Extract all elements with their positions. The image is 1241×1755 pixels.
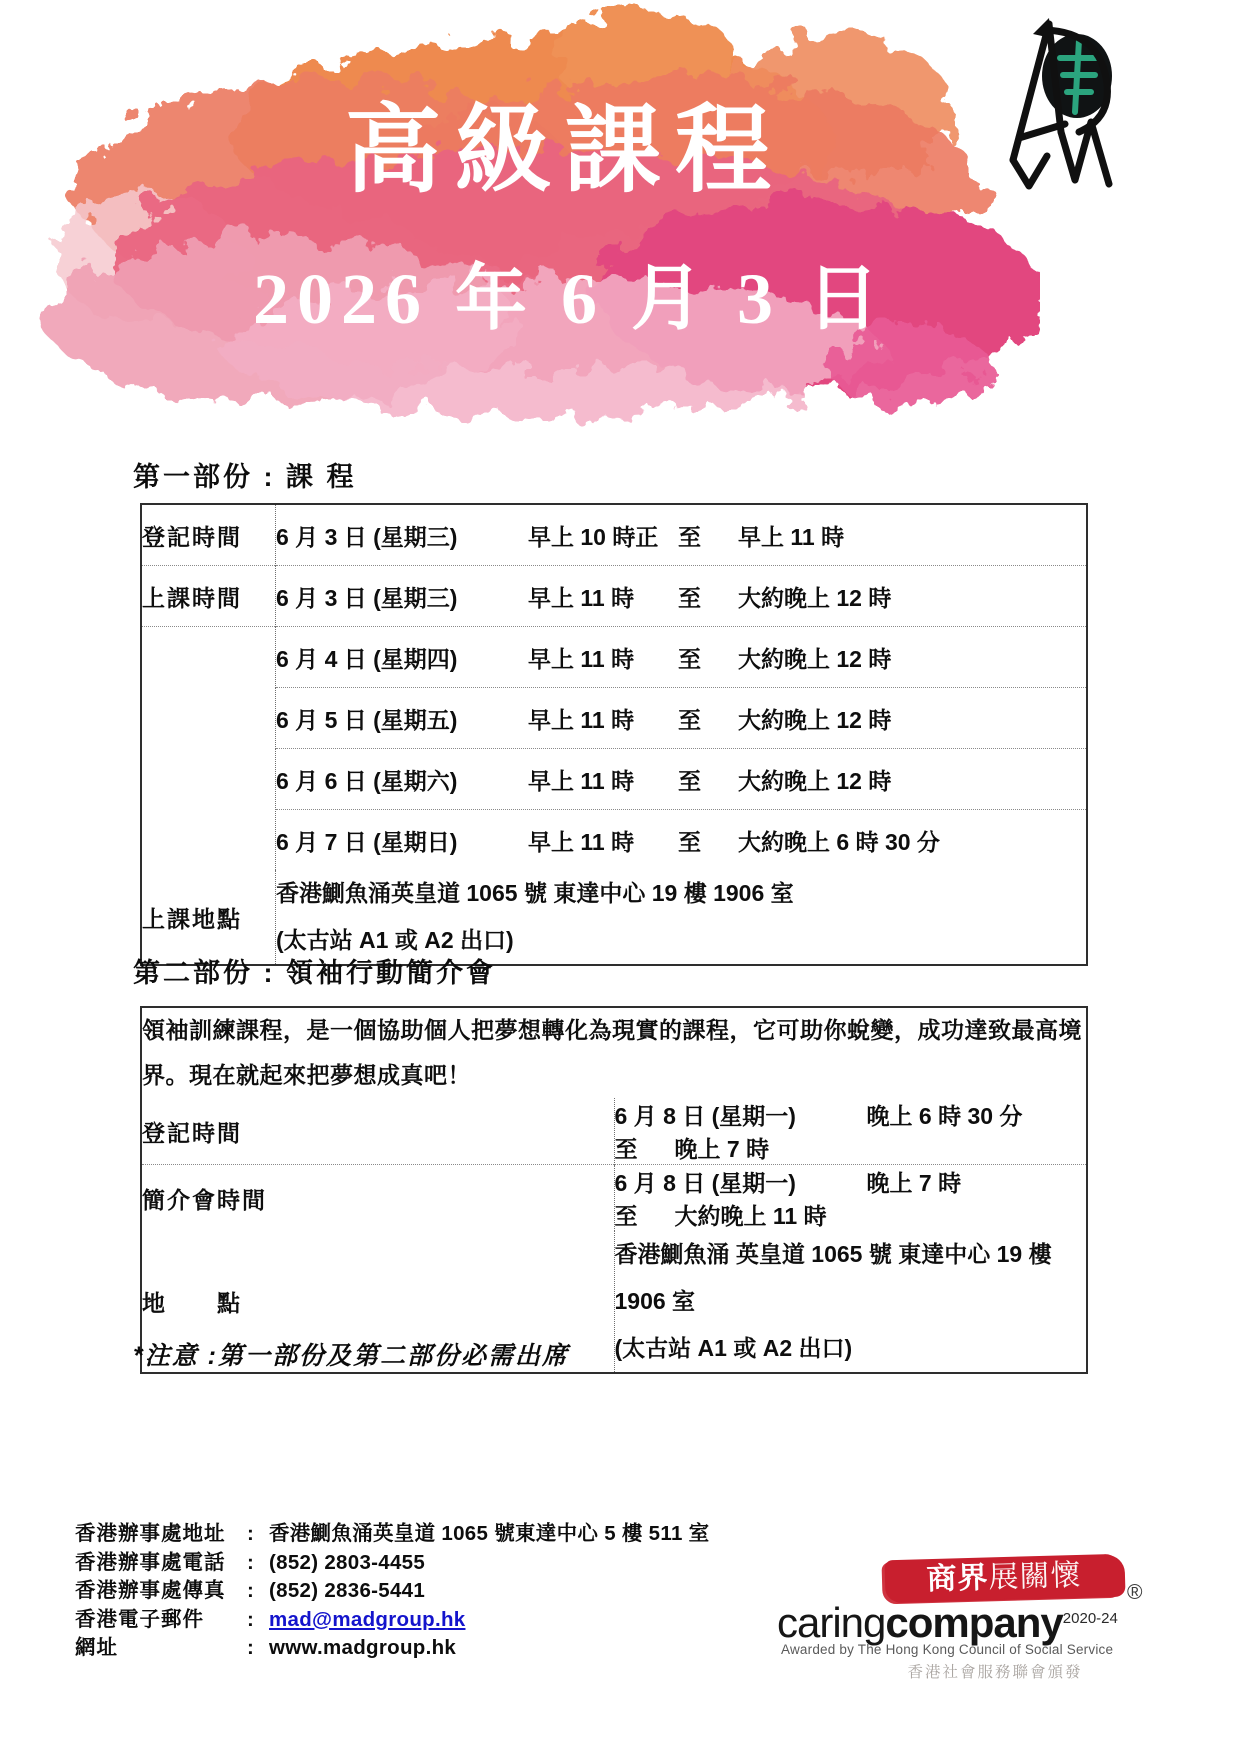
schedule-date: 6 月 4 日 (星期四) bbox=[276, 645, 458, 672]
briefing-schedule-table bbox=[140, 1006, 1088, 1374]
schedule-date: 6 月 8 日 (星期一) bbox=[614, 1170, 796, 1196]
venue-label: 上課地點 bbox=[141, 870, 276, 965]
table-row bbox=[141, 1098, 1087, 1165]
schedule-to: 至 bbox=[678, 706, 701, 733]
schedule-end-time: 大約晚上 6 時 30 分 bbox=[738, 828, 940, 855]
caring-company-logo bbox=[775, 1545, 1165, 1695]
schedule-date: 6 月 6 日 (星期六) bbox=[276, 767, 458, 794]
schedule-start-time: 早上 11 時 bbox=[528, 828, 635, 855]
attendance-note: *注意 :第一部份及第二部份必需出席 bbox=[133, 1342, 570, 1370]
schedule-to: 至 bbox=[678, 645, 701, 672]
schedule-end-time: 早上 11 時 bbox=[738, 523, 845, 550]
row-schedule bbox=[614, 1165, 1087, 1232]
briefing-intro-text: 領袖訓練課程，是一個協助個人把夢想轉化為現實的課程，它可助你蛻變，成功達致最高境界。現在就起來把夢想成真吧！ bbox=[142, 1017, 1082, 1088]
contact-value: (852) 2836-5441 bbox=[269, 1579, 426, 1602]
contact-row bbox=[75, 1634, 709, 1663]
schedule-end-time: 晚上 7 時 bbox=[674, 1136, 770, 1162]
row-label: 上課時間 bbox=[141, 566, 276, 627]
contact-value: www.madgroup.hk bbox=[269, 1636, 457, 1659]
caring-awarded-zh: 香港社會服務聯會頒發 bbox=[907, 1664, 1083, 1681]
row-schedule bbox=[614, 1098, 1087, 1165]
schedule-start-time: 早上 11 時 bbox=[528, 767, 635, 794]
email-link[interactable]: mad@madgroup.hk bbox=[269, 1607, 466, 1631]
contact-colon: : bbox=[247, 1607, 254, 1631]
banner bbox=[0, 0, 1241, 430]
table-row bbox=[141, 749, 1087, 810]
table-row bbox=[141, 688, 1087, 749]
schedule-end-time: 大約晚上 11 時 bbox=[674, 1203, 827, 1229]
schedule-to: 至 bbox=[678, 767, 701, 794]
row-schedule bbox=[276, 749, 1088, 810]
section2-heading: 第二部份 : 領袖行動簡介會 bbox=[133, 958, 496, 988]
contact-colon: : bbox=[247, 1550, 254, 1574]
row-label: 登記時間 bbox=[141, 504, 276, 566]
course-schedule-table bbox=[140, 503, 1088, 966]
venue-address: 香港鰂魚涌 英皇道 1065 號 東達中心 19 樓 1906 室 bbox=[614, 1241, 1052, 1314]
schedule-start-time: 晚上 7 時 bbox=[866, 1170, 962, 1196]
contact-row bbox=[75, 1549, 709, 1578]
caring-word-light: caring bbox=[777, 1599, 886, 1646]
caring-red-brush bbox=[884, 1554, 1123, 1603]
caring-zh-bold: 商界 bbox=[926, 1561, 989, 1597]
schedule-to: 至 bbox=[678, 828, 701, 855]
contact-info-block bbox=[75, 1520, 709, 1663]
adm-logo bbox=[961, 14, 1133, 204]
row-schedule bbox=[276, 504, 1088, 566]
table-row bbox=[141, 566, 1087, 627]
contact-value: 香港鰂魚涌英皇道 1065 號東達中心 5 樓 511 室 bbox=[269, 1522, 710, 1545]
contact-label: 香港辦事處電話 bbox=[75, 1550, 226, 1574]
schedule-start-time: 早上 11 時 bbox=[528, 645, 635, 672]
schedule-to: 至 bbox=[614, 1203, 638, 1229]
contact-row bbox=[75, 1520, 709, 1549]
table-row bbox=[141, 627, 1087, 688]
contact-row bbox=[75, 1577, 709, 1606]
schedule-start-time: 早上 10 時正 bbox=[528, 523, 659, 550]
schedule-end-time: 大約晚上 12 時 bbox=[738, 706, 892, 733]
table-row bbox=[141, 1165, 1087, 1232]
contact-label: 香港辦事處地址 bbox=[75, 1522, 226, 1545]
caring-word-bold: company bbox=[885, 1599, 1063, 1646]
caring-zh-outline: 展關懷 bbox=[988, 1558, 1082, 1595]
registered-trademark-icon: ® bbox=[1127, 1581, 1143, 1604]
caring-awarded-en: Awarded by The Hong Kong Council of Social Service bbox=[781, 1642, 1114, 1657]
contact-label: 香港電子郵件 bbox=[75, 1607, 204, 1631]
venue-label: 地 點 bbox=[141, 1231, 614, 1373]
page-title: 高級課程 bbox=[345, 97, 785, 204]
table-row bbox=[141, 810, 1087, 871]
watercolor-splash bbox=[30, 0, 1040, 430]
course-date: 2026 年 6 月 3 日 bbox=[252, 259, 887, 339]
schedule-start-time: 早上 11 時 bbox=[528, 706, 635, 733]
schedule-date: 6 月 5 日 (星期五) bbox=[276, 706, 458, 733]
schedule-to: 至 bbox=[614, 1136, 638, 1162]
contact-value: (852) 2803-4455 bbox=[269, 1550, 426, 1574]
contact-colon: : bbox=[247, 1579, 254, 1602]
schedule-start-time: 早上 11 時 bbox=[528, 584, 635, 611]
venue-exit: (太古站 A1 或 A2 出口) bbox=[276, 927, 514, 953]
row-label: 簡介會時間 bbox=[141, 1165, 614, 1232]
schedule-to: 至 bbox=[678, 584, 701, 611]
venue-value bbox=[614, 1231, 1087, 1373]
caring-wordmark bbox=[777, 1597, 1118, 1645]
caring-years: 2020-24 bbox=[1062, 1610, 1118, 1627]
table-row bbox=[141, 1007, 1087, 1098]
contact-label: 網址 bbox=[75, 1636, 118, 1659]
row-label-empty bbox=[141, 627, 276, 871]
contact-colon: : bbox=[247, 1636, 254, 1659]
venue-address: 香港鰂魚涌英皇道 1065 號 東達中心 19 樓 1906 室 bbox=[276, 880, 794, 906]
row-schedule bbox=[276, 566, 1088, 627]
row-schedule bbox=[276, 688, 1088, 749]
table-row bbox=[141, 504, 1087, 566]
row-label: 登記時間 bbox=[141, 1098, 614, 1165]
contact-label: 香港辦事處傳真 bbox=[75, 1579, 226, 1602]
schedule-start-time: 晚上 6 時 30 分 bbox=[866, 1103, 1023, 1129]
schedule-date: 6 月 8 日 (星期一) bbox=[614, 1103, 796, 1129]
schedule-end-time: 大約晚上 12 時 bbox=[738, 645, 892, 672]
section1-heading: 第一部份 : 課 程 bbox=[133, 462, 357, 492]
row-schedule bbox=[276, 810, 1088, 871]
schedule-date: 6 月 3 日 (星期三) bbox=[276, 523, 458, 550]
schedule-end-time: 大約晚上 12 時 bbox=[738, 767, 892, 794]
caring-chinese-slogan bbox=[885, 1557, 1124, 1600]
schedule-date: 6 月 7 日 (星期日) bbox=[276, 828, 458, 855]
schedule-end-time: 大約晚上 12 時 bbox=[738, 584, 892, 611]
contact-row bbox=[75, 1606, 709, 1635]
row-schedule bbox=[276, 627, 1088, 688]
venue-exit: (太古站 A1 或 A2 出口) bbox=[614, 1335, 853, 1361]
contact-colon: : bbox=[247, 1522, 254, 1545]
schedule-to: 至 bbox=[678, 523, 701, 550]
schedule-date: 6 月 3 日 (星期三) bbox=[276, 584, 458, 611]
